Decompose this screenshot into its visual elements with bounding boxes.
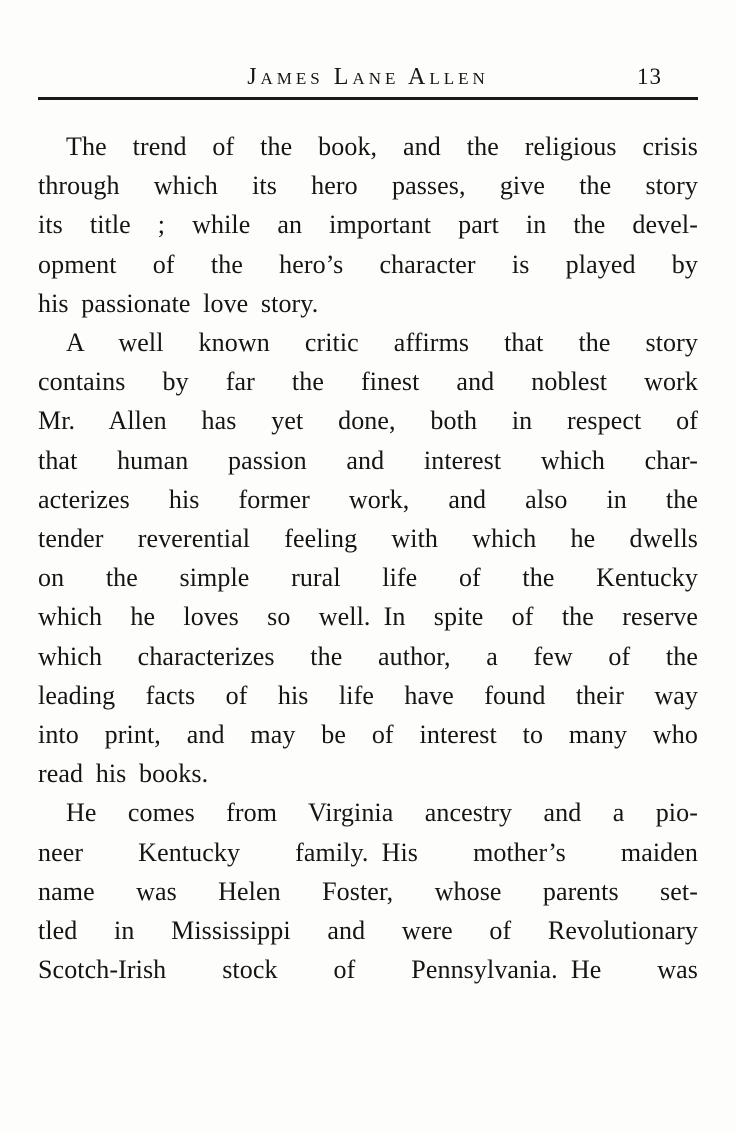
text-line: its title ; while an important part in the devel-	[38, 210, 698, 240]
page-number: 13	[637, 64, 662, 89]
text-line: tled in Mississippi and were of Revolutionary	[38, 916, 698, 946]
text-line: on the simple rural life of the Kentucky	[38, 563, 698, 593]
text-line: name was Helen Foster, whose parents set-	[38, 876, 698, 906]
text-line: leading facts of his life have found their way	[38, 680, 698, 710]
text-line: He comes from Virginia ancestry and a pio-	[66, 798, 698, 828]
text-line: which characterizes the author, a few of the	[38, 641, 698, 671]
text-line: read his books.	[38, 759, 209, 789]
running-title: James Lane Allen	[247, 64, 489, 90]
text-line: that human passion and interest which char-	[38, 445, 698, 475]
text-line: opment of the hero’s character is played by	[38, 249, 698, 279]
running-header	[38, 60, 698, 94]
text-line: Scotch-Irish stock of Pennsylvania. He was	[38, 955, 698, 985]
text-line: contains by far the finest and noblest work	[38, 367, 698, 397]
page-body	[38, 127, 698, 989]
text-line: which he loves so well. In spite of the reserve	[38, 602, 698, 632]
header-rule	[38, 97, 698, 100]
text-line: Mr. Allen has yet done, both in respect of	[38, 406, 698, 436]
text-line: acterizes his former work, and also in the	[38, 484, 698, 514]
text-line: The trend of the book, and the religious crisis	[66, 132, 698, 161]
text-line: his passionate love story.	[38, 288, 319, 318]
text-line: A well known critic affirms that the story	[66, 328, 698, 358]
text-line: tender reverential feeling with which he dwells	[38, 524, 698, 554]
text-line: neer Kentucky family. His mother’s maiden	[38, 837, 698, 867]
page-content	[38, 60, 698, 989]
text-line: through which its hero passes, give the story	[38, 171, 698, 201]
text-line: into print, and may be of interest to many who	[38, 720, 698, 750]
